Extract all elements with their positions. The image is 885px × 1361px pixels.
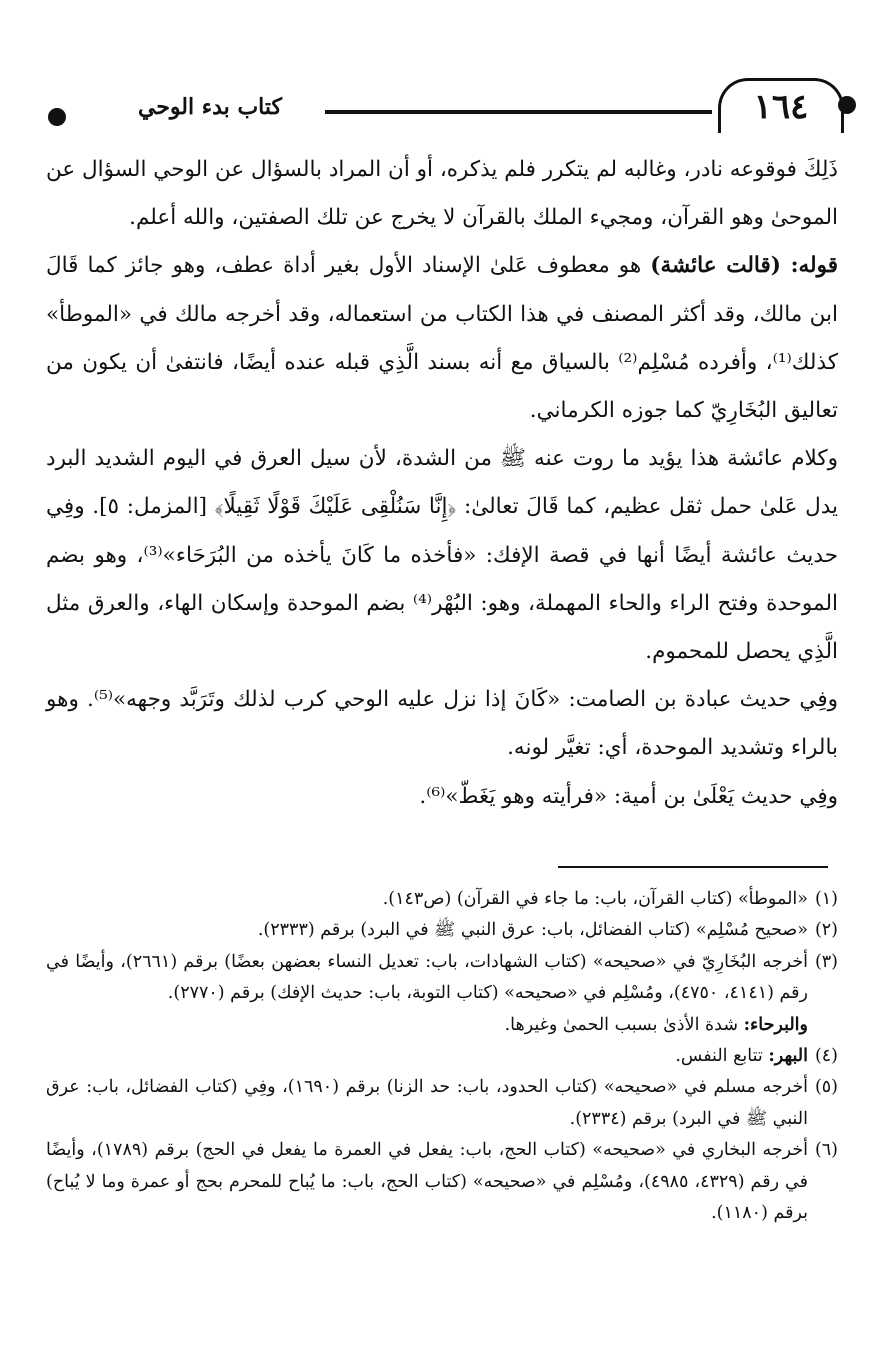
footnote-number: (٣) xyxy=(814,951,838,972)
paragraph: وفِي حديث يَعْلَىٰ بن أمية: «فرأيته وهو يَغَطّ»⁽⁶⁾. xyxy=(419,783,838,809)
footnote: (١) «الموطأ» (كتاب القرآن، باب: ما جاء في القرآن) (ص١٤٣). xyxy=(46,884,838,915)
paragraph: وفِي حديث عبادة بن الصامت: «كَانَ إذا نزل عليه الوحي كرب لذلك وتَرَبَّد وجهه»⁽⁵⁾. وهو بالراء وتشديد الموحدة، أي: تغيَّر لونه. xyxy=(46,687,838,761)
paragraph: قوله: (قالت عائشة) هو معطوف عَلىٰ الإسناد الأول بغير أداة عطف، وهو جائز كما قَالَ ابن مالك، وقد أكثر المصنف في هذا الكتاب من استعماله، وقد أخرجه مالك في «الموطأ» كذلك⁽¹⁾، وأفرده مُسْلِم⁽²⁾ بالسياق مع أنه بسند الَّذِي قبله عنده أيضًا، فانتفىٰ أن يكون من تعاليق البُخَارِيّ كما جوزه الكرماني. xyxy=(46,253,838,424)
paragraph: ذَلِكَ فوقوعه نادر، وغالبه لم يتكرر فلم يذكره، أو أن المراد بالسؤال عن الوحي السؤال عن الموحىٰ وهو القرآن، ومجيء الملك بالقرآن لا يخرج عن تلك الصفتين، والله أعلم. xyxy=(46,157,838,231)
footnote: (٥) أخرجه مسلم في «صحيحه» (كتاب الحدود، باب: حد الزنا) برقم (١٦٩٠)، وفِي (كتاب الفضائل، باب: عرق النبي ﷺ في البرد) برقم (٢٣٣٤). xyxy=(46,1072,838,1135)
header-ornament-dot-left xyxy=(48,108,66,126)
footnote: (٣) أخرجه البُخَارِيّ في «صحيحه» (كتاب الشهادات، باب: تعديل النساء بعضهن بعضًا) برقم (٢٦٦١)، وأيضًا في رقم (٤١٤١، ٤٧٥٠)، ومُسْلِم في «صحيحه» (كتاب التوبة، باب: حديث الإفك) برقم (٢٧٧٠). xyxy=(46,947,838,1010)
paragraph-lead: قوله: (قالت عائشة) xyxy=(650,253,838,279)
header-ornament-dot-right xyxy=(838,96,856,114)
footnote-number: (٢) xyxy=(814,920,838,941)
chapter-title: كتاب بدء الوحي xyxy=(138,94,282,120)
footnote-separator xyxy=(558,866,828,868)
footnote: (٢) «صحيح مُسْلِم» (كتاب الفضائل، باب: عرق النبي ﷺ في البرد) برقم (٢٣٣٣). xyxy=(46,915,838,946)
footnote: (٤) البهر: تتابع النفس. xyxy=(46,1041,838,1072)
footnotes xyxy=(46,884,838,1229)
footnote-number: (١) xyxy=(814,889,838,909)
page-header xyxy=(40,78,840,140)
paragraph: وكلام عائشة هذا يؤيد ما روت عنه ﷺ من الشدة، لأن سيل العرق في اليوم الشديد البرد يدل عَلىٰ حمل ثقل عظيم، كما قَالَ تعالىٰ: ﴿إِنَّا سَنُلْقِى عَلَيْكَ قَوْلًا ثَقِيلًا﴾ [المزمل: ٥]. وفِي حديث عائشة أيضًا أنها في قصة الإفك: «فأخذه ما كَانَ يأخذه من البُرَحَاء»⁽³⁾، وهو بضم الموحدة وفتح الراء والحاء المهملة، وهو: البُهْر⁽⁴⁾ بضم الموحدة وإسكان الهاء، والعرق مثل الَّذِي يحصل للمحموم. xyxy=(46,446,839,665)
footnote-number: (٦) xyxy=(814,1140,838,1161)
gloss-term: البهر: xyxy=(768,1046,808,1067)
gloss-term: والبرحاء: xyxy=(743,1014,808,1035)
main-text xyxy=(46,146,838,821)
page-number: ١٦٤ xyxy=(718,78,844,133)
header-rule xyxy=(325,110,712,114)
footnote-number: (٥) xyxy=(814,1077,838,1098)
footnote-number: (٤) xyxy=(814,1046,838,1067)
footnote-gloss: والبرحاء: شدة الأذىٰ بسبب الحمىٰ وغيرها. xyxy=(504,1014,808,1035)
footnote: (٦) أخرجه البخاري في «صحيحه» (كتاب الحج، باب: يفعل في العمرة ما يفعل في الحج) برقم (١٧٨٩)، وأيضًا في رقم (٤٣٢٩، ٤٩٨٥)، ومُسْلِم في «صحيحه» (كتاب الحج، باب: ما يُباح للمحرم بحج أو عمرة وما لا يُباح) برقم (١١٨٠). xyxy=(46,1135,838,1229)
